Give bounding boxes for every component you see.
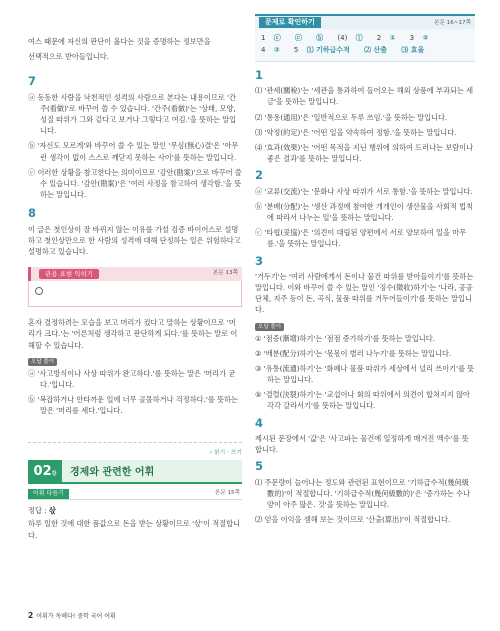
question-5-number: 5 <box>255 459 264 474</box>
answer-circle-icon <box>35 287 43 295</box>
idiom-explanation: 혼자 결정하려는 모습을 보고 머리가 컸다고 말하는 상황이므로 '머리가 크다.'는 '어른처럼 생각하고 판단하게 되다.'를 뜻하는 말로 이해할 수 있습니다. <box>28 318 238 350</box>
unit-number-badge <box>28 460 62 484</box>
unit-title: 경제와 관련한 어휘 <box>70 467 155 479</box>
answer-value: ② <box>273 45 280 54</box>
answer-row-2 <box>261 45 469 57</box>
question-8-number: 8 <box>28 206 37 221</box>
q1-item-2: ⑵ '통용(通用)'은 '일반적으로 두루 쓰임.'을 뜻하는 말입니다. <box>255 112 448 122</box>
question-2-number: 2 <box>255 168 264 183</box>
question-3-number: 3 <box>255 253 264 268</box>
answer-label: 3 <box>409 34 415 42</box>
answer-label: 1 <box>261 34 266 42</box>
vocab-subsection-page: 본문 15쪽 <box>214 490 240 497</box>
idiom-answer-box <box>28 281 242 307</box>
q3-text: '거두기'는 '여러 사람에게서 돈이나 물건 따위를 받아들이기'를 뜻하는 말입니다. 이와 바꾸어 쓸 수 있는 말인 '징수(徵收)하기'는 '나라, 공공 단체, 지주 등이 돈, 곡식, 물품 따위를 거두어들이기'를 뜻하는 말입니다. <box>255 272 474 315</box>
answer-summary <box>255 29 475 62</box>
q8-text: 이 글은 첫인상이 잘 바뀌지 않는 이유를 가설 검증 바이어스로 설명하고 첫인상만으로 한 사람의 성격에 대해 단정하는 일은 위험하다고 설명하고 있습니다. <box>28 224 241 257</box>
question-7-number: 7 <box>28 74 37 89</box>
q7-item-a: ⓐ 동동한 사람을 낙천적인 성격의 사람으로 본다는 내용이므로 '간주(看做)'로 바꾸어 쓸 수 있습니다. '간주(看做)'는 '상태, 모양, 성질 따위가 그와 같다고 보거나 그렇다고 여김.'을 뜻하는 말입니다. <box>28 92 237 136</box>
answer-label: 정답 : <box>28 506 47 516</box>
answer-row-1 <box>261 33 469 45</box>
answer-value: ⓑ <box>316 34 324 42</box>
answer-value: 삯 <box>48 506 56 516</box>
section-divider <box>28 442 242 443</box>
unit-number-suffix: 강 <box>51 471 57 478</box>
q3-wrong-4: ⑤ '결렬(決裂)하기'는 '교섭이나 회의 따위에서 의견이 합쳐지지 않아 각각 갈라서기'를 뜻하는 말입니다. <box>255 390 470 411</box>
answer-label: 4 <box>261 45 266 54</box>
check-section-header <box>255 14 475 29</box>
q7-item-b: ⓑ '자신도 모르게'와 바꾸어 쓸 수 있는 말인 '무심(無心)결'은 '아무런 생각이 없이 스스로 깨닫지 못하는 사이'를 뜻하는 말입니다. <box>28 141 239 162</box>
q7-item-c: ⓒ 이러한 상황을 참고한다는 의미이므로 '감안(勘案)'으로 바꾸어 쓸 수 있습니다. '감안(勘案)'은 '여러 사정을 참고하여 생각함.'을 뜻하는 말입니다. <box>28 167 242 200</box>
answer-label: 2 <box>376 34 382 42</box>
answer-value: ⓒ <box>294 34 302 42</box>
idiom-section-tag: 관용 표현 익히기 <box>39 269 99 279</box>
q1-item-3: ⑶ '약정(約定)'은 '어떤 일을 약속하여 정함.'을 뜻하는 말입니다. <box>255 127 457 137</box>
q5-item-2: ⑵ 얻을 이익을 셈해 보는 것이므로 '산출(算出)'이 적절합니다. <box>255 515 451 525</box>
q3-wrong-3: ③ '유통(流通)하기'는 '화폐나 물품 따위가 세상에서 널리 쓰이기'를 뜻하는 말입니다. <box>255 363 475 385</box>
idiom-section-bar <box>28 267 242 281</box>
answer-value: ⓒ <box>273 34 281 42</box>
q3-wrong-2: ② '배분(配分)하기'는 '몫몫이 별러 나누기'를 뜻하는 말입니다. <box>255 348 452 358</box>
wrong-answer-label: 오답 풀이 <box>28 358 57 366</box>
wrong-answer-label: 오답 풀이 <box>255 323 284 331</box>
question-1-number: 1 <box>255 67 264 82</box>
answer-value: ⓛ <box>355 34 363 42</box>
left-column <box>28 0 242 545</box>
q1-item-1: ⑴ '관세(關稅)'는 '세관을 통과하여 들어오는 해외 상품에 부과되는 세금'을 뜻하는 말입니다. <box>255 86 474 107</box>
answer-label: 5 <box>293 45 299 54</box>
idiom-wrong-2: ⓑ '복잡하거나 안타까운 일에 너무 골몰하거나 걱정하다.'를 뜻하는 말은 '머리를 세다.'입니다. <box>28 394 238 416</box>
vocab-subsection-tag: 어휘 다듬기 <box>28 489 69 499</box>
read-write-link[interactable]: › 읽기 · 쓰기 <box>209 450 242 457</box>
q2-item-1: ⓐ '교류(交流)'는 '문화나 사상 따위가 서로 통함.'을 뜻하는 말입니다. <box>255 186 473 196</box>
book-title: 어휘가 독해다! 중학 국어 어휘 <box>36 613 116 620</box>
idiom-wrong-1: ⓐ '사고방식이나 사상 따위가 완고하다.'를 뜻하는 말은 '머리가 굳다.'입니다. <box>28 368 236 389</box>
unit-number: 02 <box>33 464 52 480</box>
page-number: 2 <box>28 611 34 620</box>
answer-label: (4) <box>337 34 348 42</box>
answer-value: ⑶ 효율 <box>401 45 425 54</box>
q5-item-1: ⑴ 주문량이 늘어나는 정도와 관련된 표현이므로 '기하급수적(幾何級數的)'이 적절합니다. '기하급수적(幾何級數的)'은 '증가하는 수나 양이 아주 많은. 것'을 뜻하는 말입니다. <box>255 477 471 510</box>
answer-value: ② <box>422 34 429 42</box>
answer-value: ① <box>389 34 396 42</box>
answer-line <box>28 505 242 516</box>
check-section-tag: 문제로 확인하기 <box>259 17 321 28</box>
q2-item-3: ⓒ '타협(妥協)'은 '의견이 대립된 양편에서 서로 양보하여 일을 마무름.'을 뜻하는 말입니다. <box>255 228 467 249</box>
idiom-section-page: 본문 13쪽 <box>212 270 238 277</box>
q2-item-2: ⓑ '분배(分配)'는 '생산 과정에 참여한 개개인이 생산물을 사회적 법칙에 따라서 나누는 일'을 뜻하는 말입니다. <box>255 201 474 223</box>
intro-line-2: 선택적으로 받아들입니다. <box>28 52 109 62</box>
question-4-number: 4 <box>255 415 264 430</box>
page-footer <box>28 610 116 622</box>
q3-wrong-1: ① '점증(漸增)하기'는 '점점 증가하기'를 뜻하는 말입니다. <box>255 333 435 343</box>
right-column <box>255 0 475 530</box>
q1-item-4: ⑷ '효과(效果)'는 '어떤 목적을 지닌 행위에 의하여 드러나는 보람이나 좋은 결과'를 뜻하는 말입니다. <box>255 142 474 164</box>
unit-02-explanation: 하루 일한 것에 대한 품값으로 돈을 받는 상황이므로 '삯'이 적절합니다. <box>28 519 240 540</box>
check-section-page: 본문 16~17쪽 <box>434 20 471 26</box>
q4-text: 제시된 문장에서 '값'은 '사고파는 물건에 일정하게 매겨진 액수'를 뜻합니다. <box>255 434 469 455</box>
answer-value: ⑵ 산출 <box>364 45 388 54</box>
unit-02-header <box>28 460 242 484</box>
intro-line-1: 여스 때문에 자신의 판단이 옳다는 것을 증명하는 정보만을 <box>28 37 211 46</box>
answer-value: ⑴ 기하급수적 <box>306 45 350 54</box>
vocab-subsection-bar <box>28 488 242 500</box>
